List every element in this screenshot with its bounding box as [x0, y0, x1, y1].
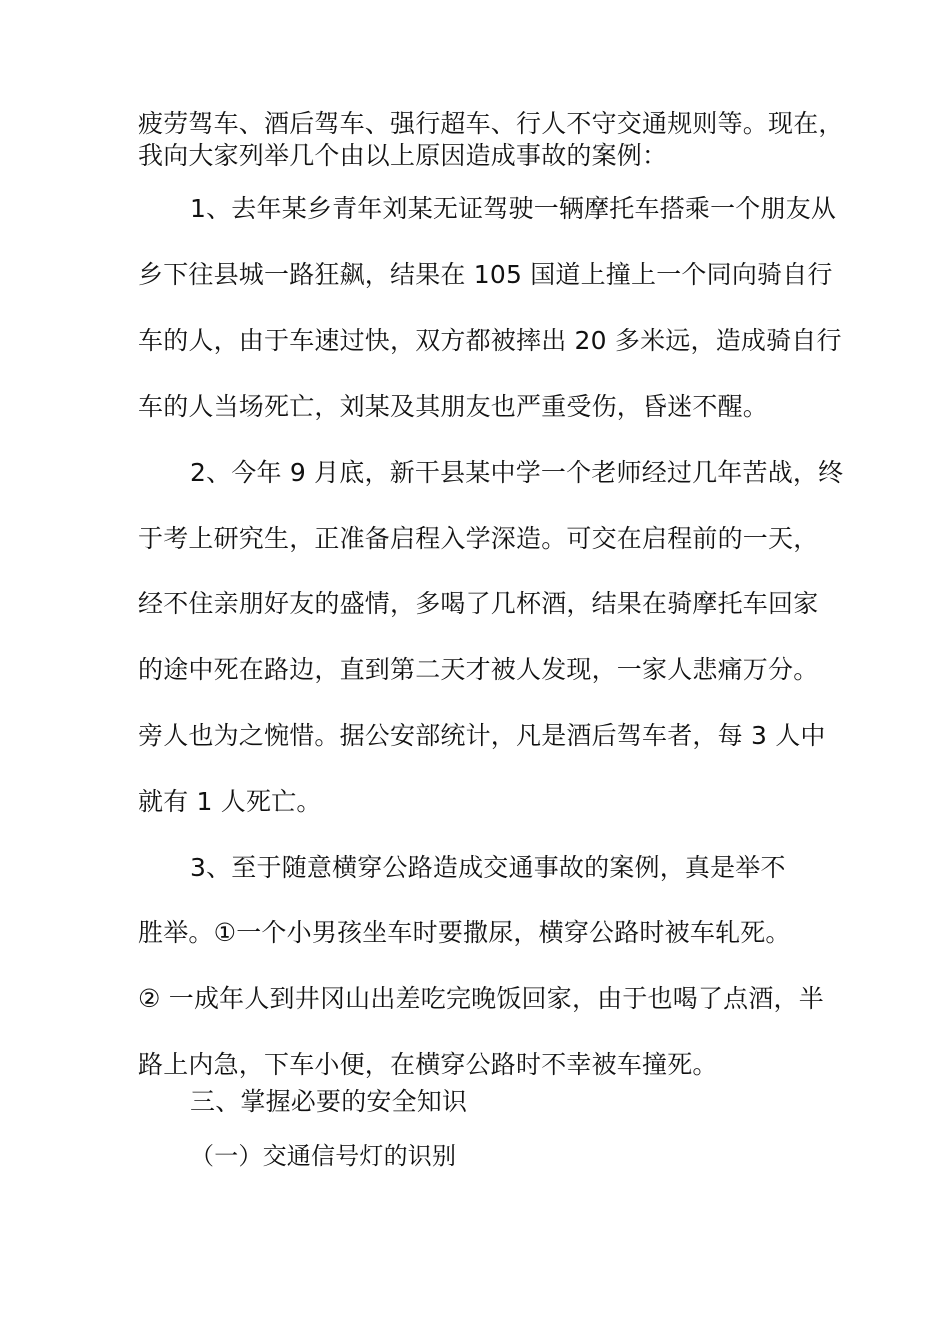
case-3-line: 胜举。①一个小男孩坐车时要撒尿，横穿公路时被车轧死。 — [138, 918, 791, 947]
case-1-line: 车的人当场死亡，刘某及其朋友也严重受伤，昏迷不醒。 — [138, 392, 769, 421]
paragraph-line: 我向大家列举几个由以上原因造成事故的案例： — [138, 141, 668, 170]
case-2-line: 2、今年 9 月底，新干县某中学一个老师经过几年苦战，终 — [190, 458, 844, 487]
section-heading: 三、掌握必要的安全知识 — [190, 1087, 468, 1116]
case-1-line: 乡下往县城一路狂飙，结果在 105 国道上撞上一个同向骑自行 — [138, 260, 833, 289]
paragraph-line: 疲劳驾车、酒后驾车、强行超车、行人不守交通规则等。现在， — [138, 109, 844, 138]
subsection-heading: （一）交通信号灯的识别 — [190, 1142, 457, 1170]
case-2-line: 的途中死在路边，直到第二天才被人发现，一家人悲痛万分。 — [138, 655, 819, 684]
case-3-line: 3、至于随意横穿公路造成交通事故的案例，真是举不 — [190, 853, 786, 882]
case-2-line: 就有 1 人死亡。 — [138, 787, 322, 816]
case-2-line: 经不住亲朋好友的盛情，多喝了几杯酒，结果在骑摩托车回家 — [138, 589, 819, 618]
case-1-line: 车的人，由于车速过快，双方都被摔出 20 多米远，造成骑自行 — [138, 326, 842, 355]
case-2-line: 旁人也为之惋惜。据公安部统计，凡是酒后驾车者，每 3 人中 — [138, 721, 826, 750]
case-3-line: ② 一成年人到井冈山出差吃完晚饭回家，由于也喝了点酒，半 — [138, 984, 824, 1013]
case-2-line: 于考上研究生，正准备启程入学深造。可交在启程前的一天， — [138, 524, 819, 553]
case-1-line: 1、去年某乡青年刘某无证驾驶一辆摩托车搭乘一个朋友从 — [190, 194, 837, 223]
case-3-line: 路上内急，下车小便，在横穿公路时不幸被车撞死。 — [138, 1050, 718, 1079]
